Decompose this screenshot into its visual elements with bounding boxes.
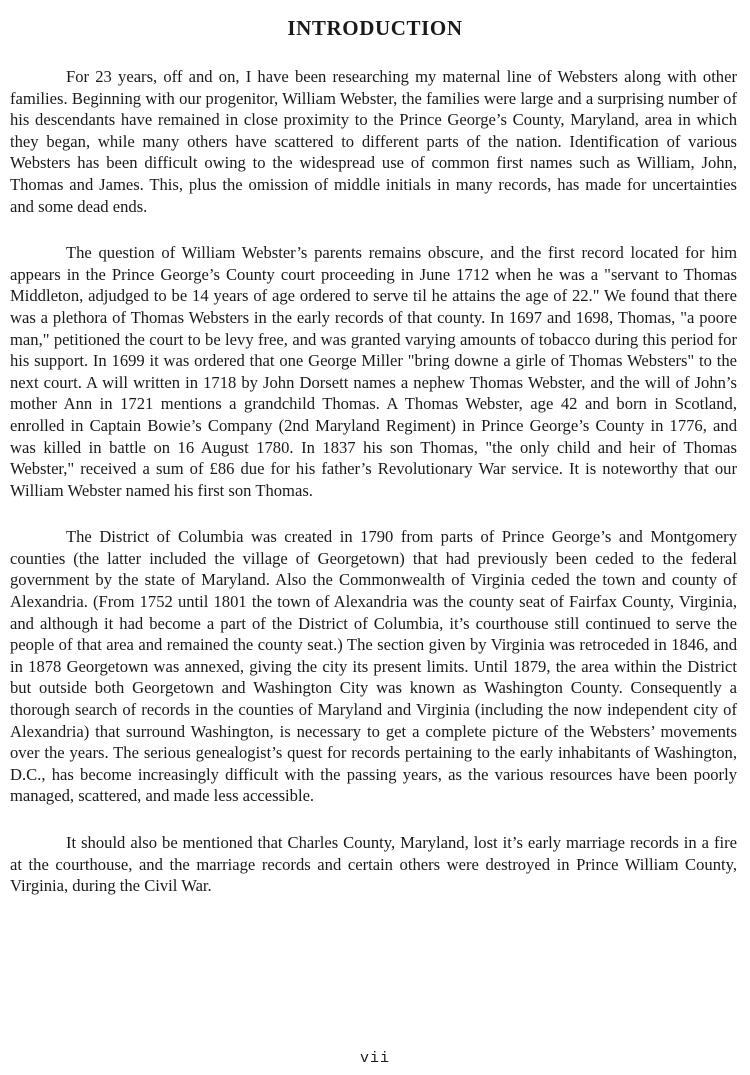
page-title: INTRODUCTION xyxy=(287,16,463,40)
paragraph-1: For 23 years, off and on, I have been researching my maternal line of Websters along with other families. Beginning with our progenitor, William Webster, the families were large and a surprising number of his descendants have remained in close proximity to the Prince George’s County, Maryland, area in which they began, while many others have scattered to different parts of the nation. Identification of various Websters has been difficult owing to the widespread use of common first names such as William, John, Thomas and James. This, plus the omission of middle initials in many records, has made for uncertainties and some dead ends. xyxy=(10,67,737,216)
paragraph-4: It should also be mentioned that Charles County, Maryland, lost it’s early marriage records in a fire at the courthouse, and the marriage records and certain others were destroyed in Prince William County, Virginia, during the Civil War. xyxy=(10,833,737,896)
page-number: vii xyxy=(359,1050,390,1067)
body-text xyxy=(10,66,737,922)
paragraph-2: The question of William Webster’s parents remains obscure, and the first record located for him appears in the Prince George’s County court proceeding in June 1712 when he was a "servant to Thomas Middleton, adjudged to be 14 years of age ordered to serve til he attains the age of 22." We found that there was a plethora of Thomas Websters in the early records of that county. In 1697 and 1698, Thomas, "a poore man," petitioned the court to be levy free, and was granted varying amounts of tobacco during this period for his support. In 1699 it was ordered that one George Miller "bring downe a girle of Thomas Websters" to the next court. A will written in 1718 by John Dorsett names a nephew Thomas Webster, and the will of John’s mother Ann in 1721 mentions a grandchild Thomas. A Thomas Webster, age 42 and born in Scotland, enrolled in Captain Bowie’s Company (2nd Maryland Regiment) in Prince George’s County in 1776, and was killed in battle on 16 August 1780. In 1837 his son Thomas, "the only child and heir of Thomas Webster," received a sum of £86 due for his father’s Revolutionary War service. It is noteworthy that our William Webster named his first son Thomas. xyxy=(10,243,737,500)
paragraph-3: The District of Columbia was created in 1790 from parts of Prince George’s and Montgomery counties (the latter included the village of Georgetown) that had previously been ceded to the federal government by the state of Maryland. Also the Commonwealth of Virginia ceded the town and county of Alexandria. (From 1752 until 1801 the town of Alexandria was the county seat of Fairfax County, Virginia, and although it had become a part of the District of Columbia, it’s courthouse still continued to serve the people of that area and remained the county seat.) The section given by Virginia was retroceded in 1846, and in 1878 Georgetown was annexed, giving the city its present limits. Until 1879, the area within the District but outside both Georgetown and Washington City was known as Washington County. Consequently a thorough search of records in the counties of Maryland and Virginia (including the now independent city of Alexandria) that surround Washington, is necessary to get a complete picture of the Websters’ movements over the years. The serious genealogist’s quest for records pertaining to the early inhabitants of Washington, D.C., has become increasingly difficult with the passing years, as the various resources have been poorly managed, scattered, and made less accessible. xyxy=(10,527,737,806)
